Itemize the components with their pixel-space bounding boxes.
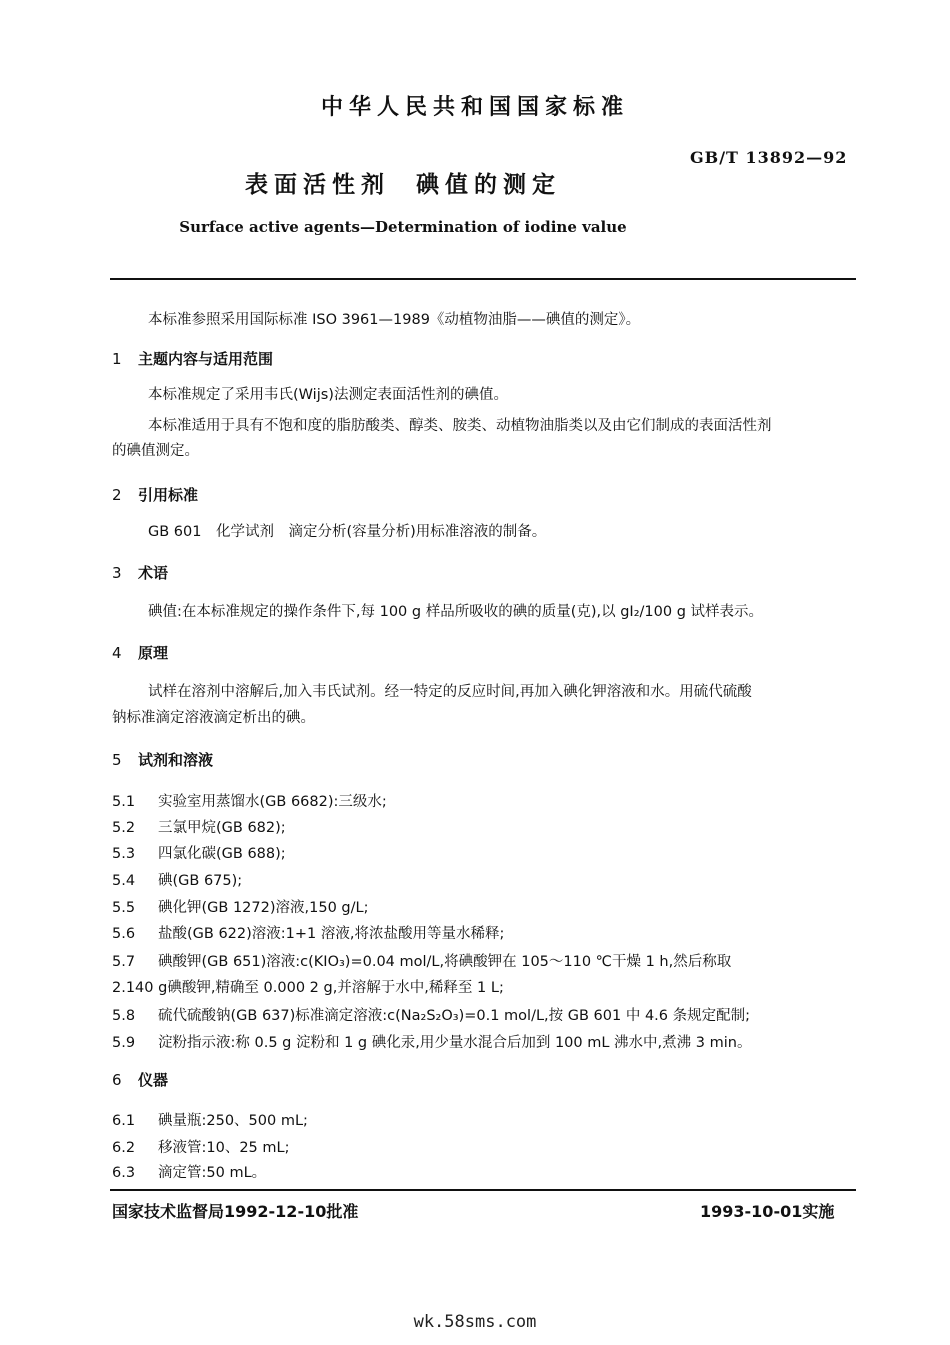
item-text: 硫代硫酸钠(GB 637)标准滴定溶液:c(Na₂S₂O₃)=0.1 mol/L,按 GB 601 中 4.6 条规定配制; [158,1008,751,1024]
section-4-title: 原理 [138,644,169,662]
national-standard-heading: 中华人民共和国国家标准 [320,95,629,120]
list-item [112,1109,308,1130]
section-5-number: 5 [112,751,122,769]
section-3-heading [112,562,168,583]
list-item [112,896,368,917]
list-item [112,922,504,943]
list-item [112,816,286,837]
section-4-paragraph-line-1: 试样在溶剂中溶解后,加入韦氏试剂。经一特定的反应时间,再加入碘化钾溶液和水。用硫代硫酸 [148,684,752,700]
implementation-date: 1993-10-01实施 [700,1202,835,1221]
list-item [112,1031,751,1052]
section-3-title: 术语 [138,564,169,582]
section-2-title: 引用标准 [138,486,199,504]
section-1-heading [112,348,273,369]
item-text: 滴定管:50 mL。 [158,1165,267,1181]
item-number: 6.2 [112,1140,136,1156]
title-part-1: 表面活性剂 [245,172,390,198]
list-item [112,869,242,890]
section-2-paragraph: GB 601 化学试剂 滴定分析(容量分析)用标准溶液的制备。 [148,524,547,540]
section-3-paragraph: 碘值:在本标准规定的操作条件下,每 100 g 样品所吸收的碘的质量(克),以 gI₂/100 g 试样表示。 [148,604,764,620]
list-item [112,790,387,811]
standard-number: GB/T 13892—92 [690,148,848,167]
item-text: 四氯化碳(GB 688); [158,846,286,862]
item-text: 碘酸钾(GB 651)溶液:c(KIO₃)=0.04 mol/L,将碘酸钾在 105～110 ℃干燥 1 h,然后称取 [158,954,732,970]
watermark-url: wk.58sms.com [413,1312,537,1332]
section-1-paragraph-2-line-1: 本标准适用于具有不饱和度的脂肪酸类、醇类、胺类、动植物油脂类以及由它们制成的表面活性剂 [148,418,772,434]
list-item [112,1004,750,1025]
title-part-2: 碘值的测定 [416,172,561,198]
section-1-paragraph-1: 本标准规定了采用韦氏(Wijs)法测定表面活性剂的碘值。 [148,387,508,403]
section-2-heading [112,484,198,505]
list-item-continuation [112,976,504,997]
english-title: Surface active agents—Determination of iodine value [179,218,627,236]
list-item [112,1136,289,1157]
section-6-heading [112,1069,168,1090]
item-text: 实验室用蒸馏水(GB 6682):三级水; [158,794,387,810]
section-1-title: 主题内容与适用范围 [138,350,274,368]
section-6-number: 6 [112,1071,122,1089]
section-4-heading [112,642,168,663]
item-number: 5.1 [112,794,136,810]
item-text: 碘化钾(GB 1272)溶液,150 g/L; [158,900,369,916]
intro-paragraph: 本标准参照采用国际标准 ISO 3961—1989《动植物油脂——碘值的测定》。 [148,312,641,328]
document-title [0,166,806,199]
list-item [112,842,286,863]
item-number: 5.7 [112,954,136,970]
item-text: 2.140 g碘酸钾,精确至 0.000 2 g,并溶解于水中,稀释至 1 L; [112,980,504,996]
item-number: 5.3 [112,846,136,862]
item-text: 三氯甲烷(GB 682); [158,820,286,836]
list-item [112,950,731,971]
item-text: 碘(GB 675); [158,873,243,889]
item-text: 盐酸(GB 622)溶液:1+1 溶液,将浓盐酸用等量水稀释; [158,926,505,942]
item-number: 5.2 [112,820,136,836]
footer-divider [110,1189,856,1191]
item-text: 淀粉指示液:称 0.5 g 淀粉和 1 g 碘化汞,用少量水混合后加到 100 mL 沸水中,煮沸 3 min。 [158,1035,752,1051]
item-number: 5.8 [112,1008,136,1024]
section-1-paragraph-2-line-2: 的碘值测定。 [112,443,199,459]
item-number: 5.4 [112,873,136,889]
section-4-number: 4 [112,644,122,662]
section-4-paragraph-line-2: 钠标准滴定溶液滴定析出的碘。 [112,710,315,726]
section-1-number: 1 [112,350,122,368]
section-2-number: 2 [112,486,122,504]
item-number: 5.9 [112,1035,136,1051]
item-text: 移液管:10、25 mL; [158,1140,290,1156]
item-number: 5.5 [112,900,136,916]
item-number: 6.3 [112,1165,136,1181]
header-divider [110,278,856,280]
section-5-title: 试剂和溶液 [138,751,214,769]
list-item [112,1161,266,1182]
item-number: 5.6 [112,926,136,942]
item-number: 6.1 [112,1113,136,1129]
item-text: 碘量瓶:250、500 mL; [158,1113,308,1129]
approval-line: 国家技术监督局1992-12-10批准 [112,1202,359,1221]
section-5-heading [112,749,213,770]
section-6-title: 仪器 [138,1071,169,1089]
section-3-number: 3 [112,564,122,582]
